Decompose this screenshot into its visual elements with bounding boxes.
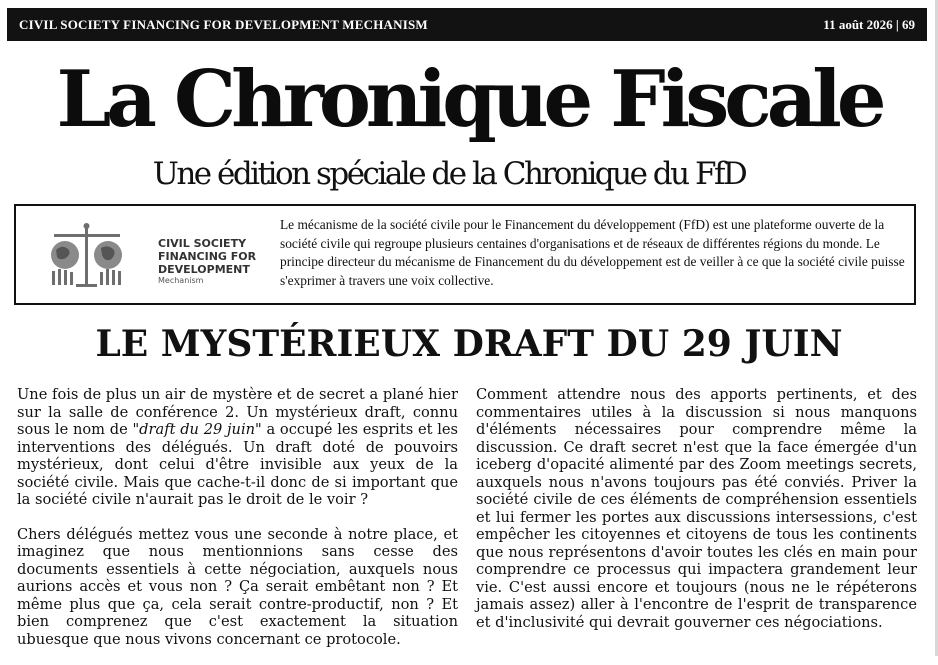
paragraph: Comment attendre nous des apports pertinents, et des commentaires utiles à la discussion si nous manquons d'éléments nécessaires pour comprendre même la discussion. Ce draft secret n'est que la face émergée d'un iceberg d'opacité alimenté par des Zoom meetings secrets, auxquels nous n'avons toujours pas été conviés. Priver la société civile de ces éléments de compréhension essentiels et lui fermer les portes aux discussions intersessions, c'est empêcher les citoyennes et citoyens de tous les continents que nous représentons d'avoir toutes les clés en main pour comprendre ce processus qui impactera grandement leur vie. C'est aussi encore et toujours (nous ne le répéterons jamais assez) aller à l'encontre de l'esprit de transparence et d'inclusivité qui devrait gouverner ces négociations. [476,386,917,631]
masthead-subtitle: Une édition spéciale de la Chronique du FfD [152,156,746,192]
article-column-left [17,386,458,665]
logo-line: Mechanism [158,276,204,285]
paragraph [17,386,458,509]
intro-text: Le mécanisme de la société civile pour le Financement du développement (FfD) est une plateforme ouverte de la société civile qui regroupe plusieurs centaines d'organisations et de réseaux de différentes régions du monde. Le principe directeur du mécanisme de Financement du du développement est de veiller à ce que la société civile puisse s'exprimer à travers une voix collective. [280,217,905,288]
top-bar [7,8,927,41]
draft-name: "draft du 29 juin" [132,421,262,438]
cs-ffd-logo [46,220,266,290]
article-headline: LE MYSTÉRIEUX DRAFT DU 29 JUIN [95,323,843,365]
intro-box [14,204,916,305]
paragraph-text: Une fois de plus un air de mystère et de secret a plané hier sur la salle de conférence 2. Un mystérieux draft, connu sous le nom de [17,386,458,438]
logo-wordmark [158,237,256,286]
scales-globe-icon [46,220,126,290]
logo-line: CIVIL SOCIETY [158,237,247,250]
article-column-right [476,386,917,648]
logo-line: FINANCING FOR [158,250,257,263]
organization-name: CIVIL SOCIETY FINANCING FOR DEVELOPMENT MECHANISM [19,17,428,32]
issue-date-page: 11 août 2026 | 69 [823,17,915,32]
paragraph: Chers délégués mettez vous une seconde à notre place, et imaginez que nous mentionnions sans cesse des documents essentiels à cette négociation, auxquels nous aurions accès et vous non ? Ça serait embêtant non ? Et même plus que ça, cela serait contre-productif, non ? Et bien comprenez que c'est exactement la situation ubuesque que nous vivons concernant ce protocole. [17,525,458,648]
masthead-title: La Chronique Fiscale [56,54,882,145]
paragraph-text: a occupé les esprits et les interventions des délégués. Un draft doté de pouvoirs mystérieux, dont celui d'être invisible aux yeux de la société civile. Mais que cache-t-il donc de si important que la société civile n'aurait pas le droit de le voir ? [17,421,458,508]
logo-line: DEVELOPMENT [158,263,250,276]
